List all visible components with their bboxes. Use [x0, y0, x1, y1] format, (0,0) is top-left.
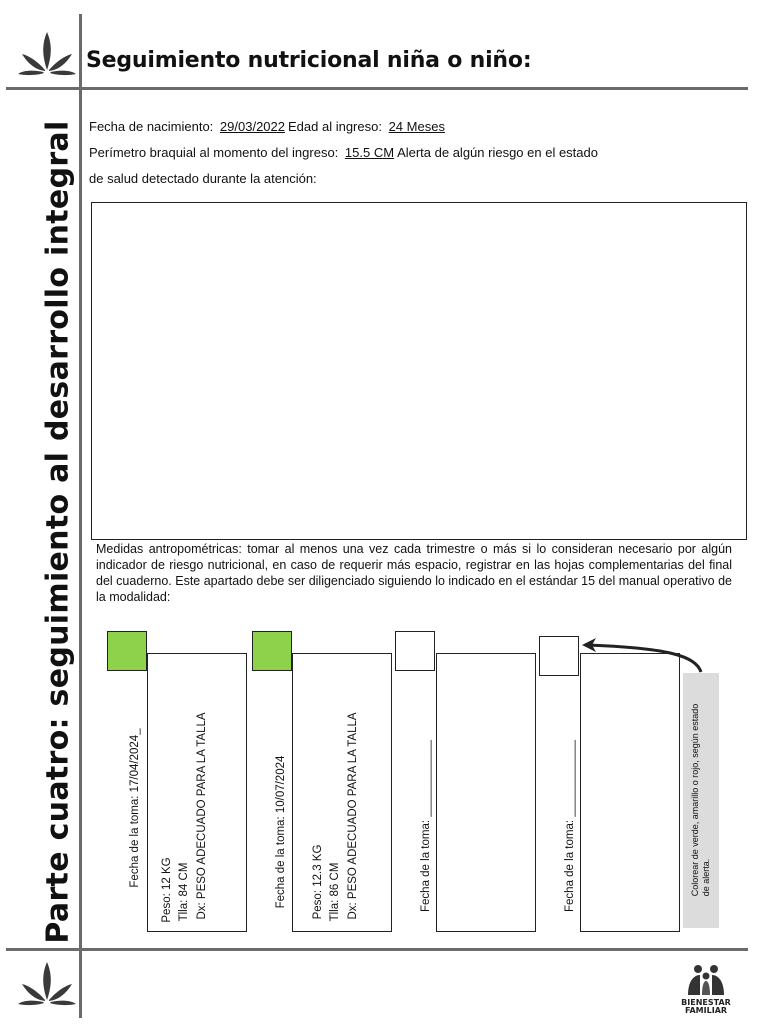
- bottom-horizontal-rule: [6, 948, 748, 951]
- measurement-panel-2[interactable]: [292, 653, 392, 932]
- leaf-logo-top-icon: [16, 30, 78, 78]
- section-side-title: Parte cuatro: seguimiento al desarrollo integral: [40, 120, 76, 944]
- leaf-logo-bottom-icon: [16, 960, 78, 1008]
- bienestar-familiar-logo-icon: [684, 963, 728, 997]
- measurement-date-3: Fecha de la toma: ____________: [420, 740, 432, 912]
- perimeter-value[interactable]: 15.5 CM: [344, 145, 395, 160]
- status-color-square-2[interactable]: [252, 631, 292, 671]
- status-color-square-3[interactable]: [395, 631, 435, 671]
- birth-date-value[interactable]: 29/03/2022: [219, 119, 285, 134]
- health-alert-textbox[interactable]: [91, 202, 747, 540]
- status-color-square-4[interactable]: [539, 636, 579, 676]
- anthropometric-instructions: Medidas antropométricas: tomar al menos una vez cada trimestre o más si lo consideran necesario por algún indicador de riesgo nutricional, en caso de requerir más espacio, registrar en las hojas complementarias del final del cuaderno. Este apartado debe ser diligenciado siguiendo lo indicado en el estándar 15 del manual operativo de la modalidad:: [96, 542, 732, 604]
- entry-age-value[interactable]: 24 Meses: [388, 119, 445, 134]
- top-horizontal-rule: [6, 87, 748, 90]
- perimeter-line: [89, 145, 598, 160]
- measurement-date-2: Fecha de la toma: 10/07/2024: [275, 755, 287, 909]
- logo-text: BIENESTAR FAMILIAR: [681, 998, 731, 1015]
- color-instruction-text: Colorear de verde, amarillo o rojo, según estado de alerta.: [690, 703, 711, 897]
- alert-label: Alerta de algún riesgo en el estado: [397, 145, 598, 160]
- measurement-weight-1: Peso: 12 KG: [161, 857, 173, 923]
- measurement-date-4: Fecha de la toma: ____________: [564, 740, 576, 912]
- measurement-date-1: Fecha de la toma: 17/04/2024_: [129, 728, 141, 888]
- measurement-diagnosis-1: Dx: PESO ADECUADO PARA LA TALLA: [196, 712, 208, 920]
- birth-date-label: Fecha de nacimiento:: [89, 119, 214, 134]
- entry-age-label: Edad al ingreso:: [288, 119, 382, 134]
- status-color-square-1[interactable]: [107, 631, 147, 671]
- measurement-height-1: Tlla: 84 CM: [178, 862, 190, 922]
- left-vertical-rule: [79, 14, 82, 1018]
- measurement-weight-2: Peso: 12.3 KG: [312, 844, 324, 920]
- measurement-panel-4[interactable]: [580, 653, 680, 932]
- alert-label-continued: de salud detectado durante la atención:: [89, 171, 317, 186]
- birth-age-line: [89, 119, 448, 134]
- page-title: Seguimiento nutricional niña o niño:: [86, 48, 532, 73]
- measurement-diagnosis-2: Dx: PESO ADECUADO PARA LA TALLA: [347, 712, 359, 920]
- perimeter-label: Perímetro braquial al momento del ingreso:: [89, 145, 339, 160]
- measurement-panel-3[interactable]: [436, 653, 536, 932]
- measurement-height-2: Tlla: 86 CM: [329, 862, 341, 922]
